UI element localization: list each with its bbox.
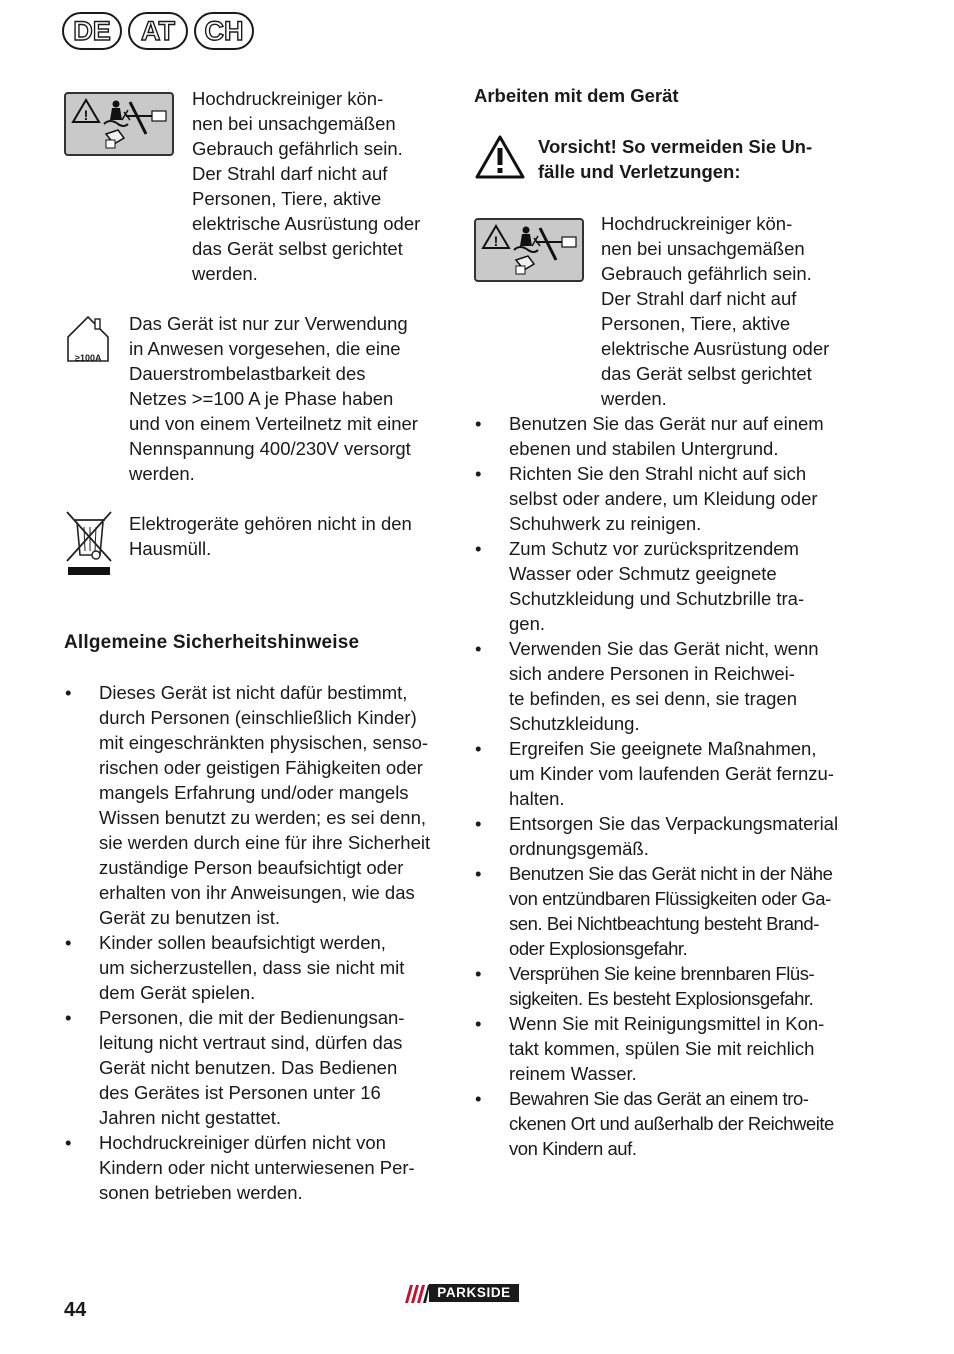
general-safety-list [64, 680, 450, 1205]
list-item: • Verwenden Sie das Gerät nicht, wenn sich andere Personen in Reichwei- te befinden, es sei denn, sie tragen Schutzkleidung. [474, 636, 862, 736]
house-icon [64, 311, 129, 363]
list-item: • Personen, die mit der Bedienungsan- leitung nicht vertraut sind, dürfen das Gerät nicht benutzen. Das Bedienen des Gerätes ist Personen unter 16 Jahren nicht gestattet. [64, 1005, 450, 1130]
list-item: • Entsorgen Sie das Verpackungsmaterial ordnungsgemäß. [474, 811, 862, 861]
working-safety-list [474, 411, 862, 1161]
svg-text:!: ! [493, 233, 499, 249]
logo-stripes-icon [403, 1284, 429, 1302]
list-item: • Dieses Gerät ist nicht dafür bestimmt, durch Personen (einschließlich Kinder) mit eingeschränkten physischen, senso- rischen oder geistigen Fähigkeiten oder mangels Erfahrung und/oder mangels Wissen benutzt zu werden; es sei denn, sie werden durch eine für ihre Sicherheit zuständige Person beaufsichtigt oder erhalten von ihr Anweisungen, wie das Gerät zu benutzen ist. [64, 680, 450, 930]
power-supply-block [64, 311, 450, 486]
country-badge-at: AT [128, 12, 188, 50]
page-number: 44 [64, 1299, 87, 1321]
caution-text: Vorsicht! So vermeiden Sie Un- fälle und Verletzungen: [538, 136, 813, 182]
spray-warning-block-right [474, 211, 862, 411]
brand-logo [403, 1284, 519, 1302]
caution-triangle-icon [474, 134, 538, 186]
high-pressure-warning-icon [64, 92, 174, 156]
country-badge-de: DE [62, 12, 122, 50]
list-item: • Kinder sollen beaufsichtigt werden, um sicherzustellen, dass sie nicht mit dem Gerät spielen. [64, 930, 450, 1005]
high-pressure-warning-icon [474, 218, 584, 282]
crossed-bin-icon [64, 511, 129, 583]
spray-warning-text-right: Hochdruckreiniger kön- nen bei unsachgemäßen Gebrauch gefährlich sein. Der Strahl darf nicht auf Personen, Tiere, aktive elektrische Ausrüstung oder das Gerät selbst gerichtet werden. [601, 213, 830, 409]
country-badges [62, 12, 254, 50]
list-item: • Bewahren Sie das Gerät an einem tro- ckenen Ort und außerhalb der Reichweite von Kindern auf. [474, 1086, 862, 1161]
list-item: • Richten Sie den Strahl nicht auf sich selbst oder andere, um Kleidung oder Schuhwerk zu reinigen. [474, 461, 862, 536]
spray-warning-text: Hochdruckreiniger kön- nen bei unsachgemäßen Gebrauch gefährlich sein. Der Strahl darf nicht auf Personen, Tiere, aktive elektrische Ausrüstung oder das Gerät selbst gerichtet werden. [192, 88, 421, 284]
left-column [64, 82, 450, 1205]
list-item: • Benutzen Sie das Gerät nur auf einem ebenen und stabilen Untergrund. [474, 411, 862, 461]
svg-text:!: ! [83, 107, 89, 123]
country-badge-ch: CH [194, 12, 254, 50]
house-icon-label: ≥100A [75, 353, 102, 363]
list-item: • Zum Schutz vor zurückspritzendem Wasser oder Schmutz geeignete Schutzkleidung und Schutzbrille tra- gen. [474, 536, 862, 636]
disposal-text: Elektrogeräte gehören nicht in den Hausmüll. [129, 513, 412, 559]
disposal-block [64, 511, 450, 583]
spray-warning-block [64, 86, 450, 286]
list-item: • Versprühen Sie keine brennbaren Flüs- sigkeiten. Es besteht Explosionsgefahr. [474, 961, 862, 1011]
list-item: • Hochdruckreiniger dürfen nicht von Kindern oder nicht unterwiesenen Per- sonen betrieben werden. [64, 1130, 450, 1205]
caution-block [474, 134, 862, 186]
right-column [474, 82, 862, 1161]
brand-logo-text: PARKSIDE [429, 1284, 519, 1302]
heading-working-with-device: Arbeiten mit dem Gerät [474, 85, 679, 106]
power-supply-text: Das Gerät ist nur zur Verwendung in Anwesen vorgesehen, die eine Dauerstrombelastbarkeit des Netzes >=100 A je Phase haben und von einem Verteilnetz mit einer Nennspannung 400/230V versorgt werden. [129, 313, 418, 484]
list-item: • Benutzen Sie das Gerät nicht in der Nähe von entzündbaren Flüssigkeiten oder Ga- sen. Bei Nichtbeachtung besteht Brand- oder Explosionsgefahr. [474, 861, 862, 961]
list-item: • Ergreifen Sie geeignete Maßnahmen, um Kinder vom laufenden Gerät fernzu- halten. [474, 736, 862, 811]
section-heading-general-safety: Allgemeine Sicherheitshinweise [64, 632, 360, 653]
list-item: • Wenn Sie mit Reinigungsmittel in Kon- takt kommen, spülen Sie mit reichlich reinem Wasser. [474, 1011, 862, 1086]
